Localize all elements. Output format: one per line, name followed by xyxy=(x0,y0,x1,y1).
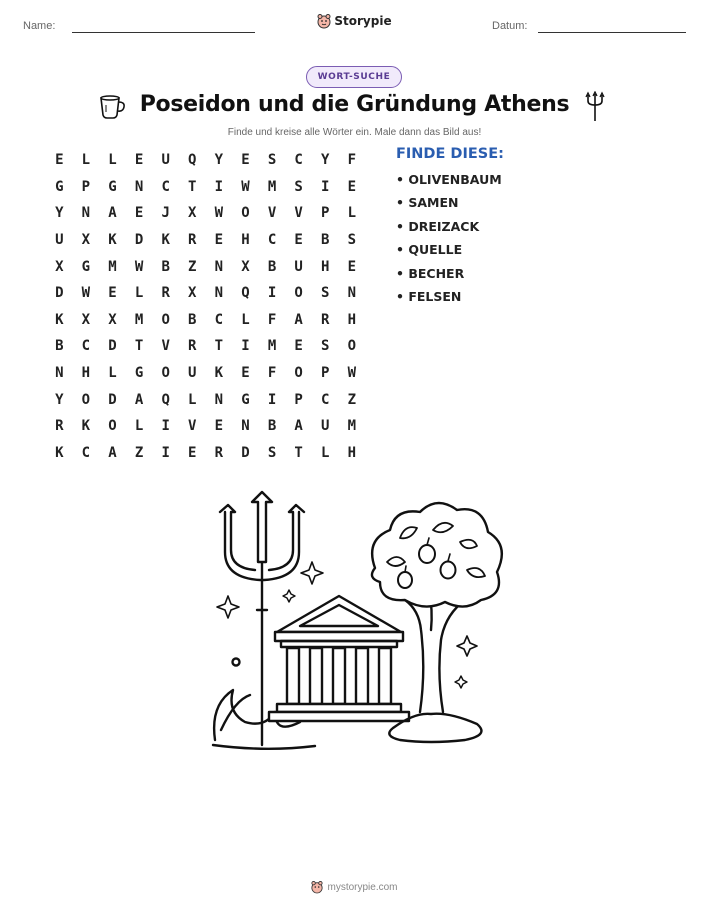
grid-row xyxy=(46,413,365,440)
grid-letter: H xyxy=(347,311,357,328)
storypie-mascot-icon xyxy=(317,13,331,29)
grid-letter: M xyxy=(347,418,357,435)
word-list-item: • DREIZACK xyxy=(396,218,480,234)
word-list-item: • QUELLE xyxy=(396,242,463,258)
grid-letter: K xyxy=(214,365,224,382)
grid-letter: D xyxy=(108,338,117,355)
trident-icon xyxy=(584,91,606,123)
grid-letter: A xyxy=(108,205,117,222)
grid-letter: L xyxy=(347,205,357,222)
grid-letter: I xyxy=(267,391,277,408)
grid-letter: O xyxy=(81,391,91,408)
grid-letter: Q xyxy=(161,391,170,408)
grid-letter: I xyxy=(267,285,277,302)
grid-letter: I xyxy=(161,444,170,461)
grid-letter: H xyxy=(347,444,357,461)
grid-letter: R xyxy=(55,418,64,435)
grid-letter: G xyxy=(81,258,91,275)
grid-row xyxy=(46,147,365,174)
grid-letter: I xyxy=(241,338,250,355)
grid-letter: L xyxy=(321,444,330,461)
grid-letter: Z xyxy=(347,391,357,408)
grid-letter: U xyxy=(294,258,303,275)
grid-letter: S xyxy=(347,232,357,249)
grid-row xyxy=(46,174,365,201)
grid-letter: G xyxy=(108,178,117,195)
grid-letter: N xyxy=(347,285,357,302)
find-heading: FINDE DIESE: xyxy=(396,146,504,162)
grid-letter: G xyxy=(134,365,144,382)
grid-letter: T xyxy=(294,444,303,461)
grid-letter: X xyxy=(188,205,197,222)
grid-letter: U xyxy=(321,418,330,435)
grid-letter: V xyxy=(267,205,277,222)
grid-letter: Z xyxy=(134,444,144,461)
grid-letter: I xyxy=(161,418,170,435)
grid-letter: O xyxy=(161,311,170,328)
word-list-item: • FELSEN xyxy=(396,288,462,304)
grid-letter: D xyxy=(241,444,250,461)
grid-letter: E xyxy=(347,258,357,275)
grid-letter: C xyxy=(294,152,303,169)
grid-letter: N xyxy=(55,365,64,382)
grid-row xyxy=(46,386,365,413)
grid-letter: P xyxy=(294,391,303,408)
grid-letter: L xyxy=(108,152,117,169)
grid-letter: E xyxy=(294,232,303,249)
grid-letter: C xyxy=(214,311,224,328)
grid-letter: R xyxy=(321,311,330,328)
grid-letter: U xyxy=(161,152,170,169)
grid-letter: A xyxy=(294,311,303,328)
instructions: Finde und kreise alle Wörter ein. Male dann das Bild aus! xyxy=(227,127,482,138)
grid-letter: X xyxy=(81,311,91,328)
grid-letter: U xyxy=(188,365,197,382)
grid-letter: P xyxy=(81,178,91,195)
grid-letter: X xyxy=(55,258,64,275)
grid-letter: R xyxy=(188,232,197,249)
grid-letter: Y xyxy=(214,152,224,169)
grid-letter: E xyxy=(108,285,117,302)
grid-letter: Q xyxy=(188,152,197,169)
grid-letter: X xyxy=(188,285,197,302)
word-list-item: • OLIVENBAUM xyxy=(396,172,502,187)
grid-row xyxy=(46,440,365,467)
date-label: Datum: xyxy=(492,20,528,32)
word-list xyxy=(396,172,502,312)
grid-letter: L xyxy=(134,285,144,302)
grid-row xyxy=(46,360,365,387)
grid-letter: A xyxy=(294,418,303,435)
grid-letter: W xyxy=(347,365,357,382)
grid-letter: V xyxy=(188,418,197,435)
grid-letter: L xyxy=(241,311,250,328)
grid-letter: K xyxy=(81,418,91,435)
letter-grid xyxy=(46,147,365,466)
grid-letter: N xyxy=(214,258,224,275)
grid-letter: L xyxy=(134,418,144,435)
grid-letter: H xyxy=(81,365,91,382)
brand-name: Storypie xyxy=(334,14,392,28)
grid-letter: G xyxy=(55,178,64,195)
grid-letter: T xyxy=(214,338,224,355)
grid-letter: N xyxy=(81,205,91,222)
grid-letter: H xyxy=(241,232,250,249)
grid-letter: F xyxy=(347,152,357,169)
category-badge: WORT-SUCHE xyxy=(306,66,402,88)
grid-letter: O xyxy=(294,365,303,382)
footer xyxy=(0,880,709,899)
grid-letter: V xyxy=(294,205,303,222)
grid-letter: U xyxy=(55,232,64,249)
grid-letter: K xyxy=(55,311,64,328)
grid-letter: X xyxy=(108,311,117,328)
word-list-item: • SAMEN xyxy=(396,195,459,211)
grid-letter: V xyxy=(161,338,170,355)
grid-letter: W xyxy=(214,205,224,222)
grid-letter: D xyxy=(55,285,64,302)
grid-letter: O xyxy=(294,285,303,302)
grid-letter: E xyxy=(55,152,64,169)
grid-letter: N xyxy=(214,391,224,408)
grid-letter: K xyxy=(108,232,117,249)
name-label: Name: xyxy=(23,20,56,32)
grid-letter: I xyxy=(321,178,330,195)
grid-letter: W xyxy=(134,258,144,275)
grid-letter: B xyxy=(188,311,197,328)
grid-letter: C xyxy=(321,391,330,408)
grid-row xyxy=(46,227,365,254)
grid-letter: R xyxy=(214,444,224,461)
grid-letter: S xyxy=(267,444,277,461)
grid-letter: C xyxy=(267,232,277,249)
grid-letter: Y xyxy=(321,152,330,169)
date-line xyxy=(538,32,686,33)
grid-letter: N xyxy=(241,418,250,435)
grid-letter: P xyxy=(321,365,330,382)
grid-letter: D xyxy=(108,391,117,408)
grid-letter: S xyxy=(294,178,303,195)
grid-row xyxy=(46,307,365,334)
grid-letter: M xyxy=(267,338,277,355)
grid-letter: B xyxy=(321,232,330,249)
grid-letter: T xyxy=(134,338,144,355)
grid-letter: N xyxy=(214,285,224,302)
grid-letter: M xyxy=(134,311,144,328)
grid-letter: L xyxy=(108,365,117,382)
brand-logo xyxy=(0,13,709,34)
grid-letter: T xyxy=(188,178,197,195)
grid-letter: S xyxy=(321,338,330,355)
grid-row xyxy=(46,280,365,307)
grid-letter: E xyxy=(294,338,303,355)
footer-url: mystorypie.com xyxy=(327,881,398,893)
grid-letter: W xyxy=(81,285,91,302)
grid-letter: B xyxy=(267,258,277,275)
grid-letter: A xyxy=(134,391,144,408)
grid-letter: H xyxy=(321,258,330,275)
grid-letter: Q xyxy=(241,285,250,302)
grid-letter: R xyxy=(188,338,197,355)
grid-letter: D xyxy=(134,232,144,249)
grid-letter: O xyxy=(241,205,250,222)
grid-letter: E xyxy=(134,205,144,222)
word-list-item: • BECHER xyxy=(396,265,465,281)
grid-letter: C xyxy=(81,338,91,355)
grid-letter: C xyxy=(81,444,91,461)
grid-letter: S xyxy=(321,285,330,302)
grid-letter: F xyxy=(267,311,277,328)
grid-letter: B xyxy=(55,338,64,355)
grid-row xyxy=(46,333,365,360)
grid-letter: P xyxy=(321,205,330,222)
grid-letter: E xyxy=(134,152,144,169)
grid-letter: S xyxy=(267,152,277,169)
grid-row xyxy=(46,253,365,280)
grid-letter: W xyxy=(241,178,250,195)
grid-letter: O xyxy=(108,418,117,435)
grid-letter: L xyxy=(188,391,197,408)
grid-letter: Y xyxy=(55,391,64,408)
grid-letter: G xyxy=(241,391,250,408)
grid-letter: B xyxy=(161,258,170,275)
grid-letter: E xyxy=(214,418,224,435)
grid-letter: X xyxy=(241,258,250,275)
grid-letter: O xyxy=(347,338,357,355)
grid-letter: M xyxy=(108,258,117,275)
grid-letter: K xyxy=(55,444,64,461)
grid-letter: E xyxy=(241,152,250,169)
poseidon-athens-coloring-illustration xyxy=(205,490,525,750)
grid-letter: J xyxy=(161,205,170,222)
grid-letter: E xyxy=(188,444,197,461)
grid-row xyxy=(46,200,365,227)
grid-letter: A xyxy=(108,444,117,461)
grid-letter: K xyxy=(161,232,170,249)
grid-letter: O xyxy=(161,365,170,382)
grid-letter: Y xyxy=(55,205,64,222)
grid-letter: L xyxy=(81,152,91,169)
grid-letter: N xyxy=(134,178,144,195)
page-title: Poseidon und die Gründung Athens xyxy=(139,92,570,117)
grid-letter: E xyxy=(214,232,224,249)
storypie-mascot-icon xyxy=(311,880,323,894)
grid-letter: M xyxy=(267,178,277,195)
grid-letter: Z xyxy=(188,258,197,275)
grid-letter: R xyxy=(161,285,170,302)
grid-letter: I xyxy=(214,178,224,195)
grid-letter: B xyxy=(267,418,277,435)
grid-letter: E xyxy=(241,365,250,382)
grid-letter: C xyxy=(161,178,170,195)
grid-letter: X xyxy=(81,232,91,249)
grid-letter: F xyxy=(267,365,277,382)
grid-letter: E xyxy=(347,178,357,195)
